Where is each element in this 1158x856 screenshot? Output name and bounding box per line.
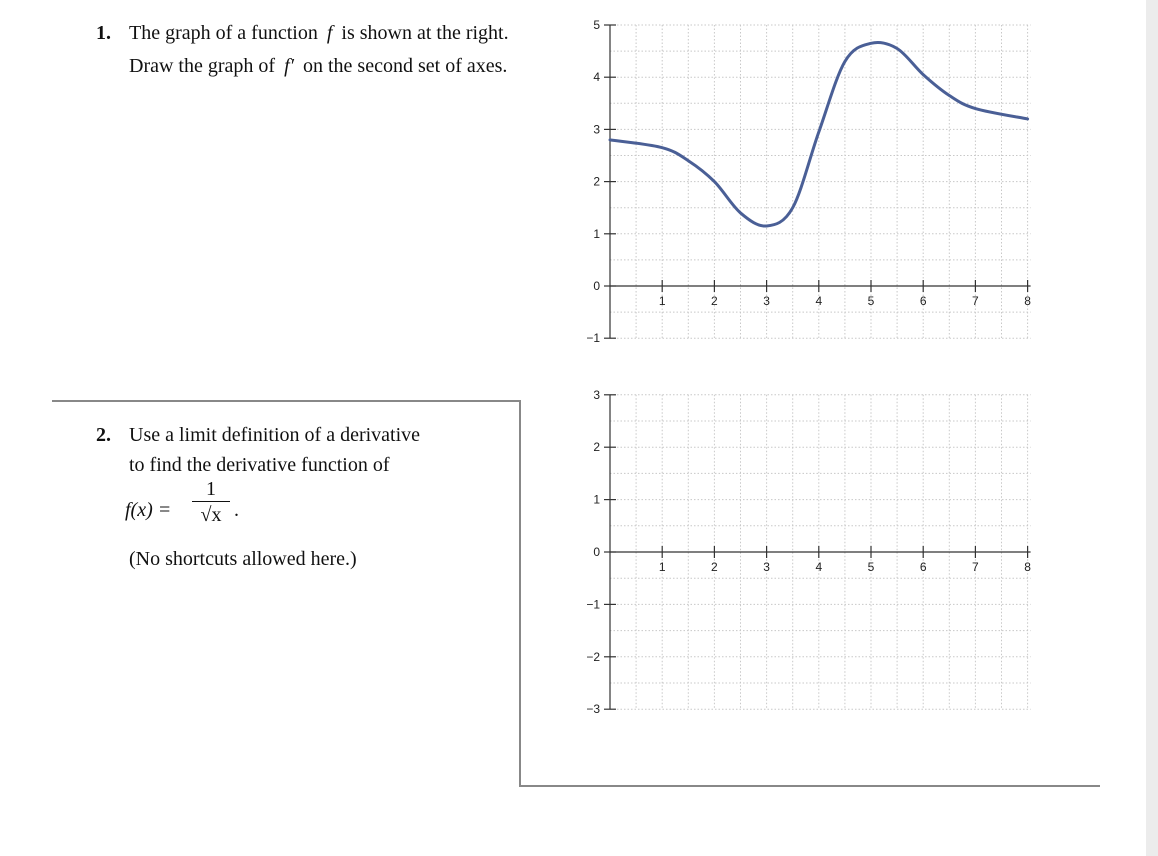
graph-f [560, 10, 1050, 355]
y-tick-label: 5 [593, 18, 600, 32]
x-tick-label: 6 [919, 294, 927, 308]
problem-2-line-2: to find the derivative function of [129, 454, 390, 476]
formula-period: . [234, 499, 239, 521]
x-tick-label: 5 [867, 560, 875, 574]
x-tick-label: 6 [919, 560, 927, 574]
y-tick-label: 2 [593, 440, 600, 455]
formula-denominator: √x [200, 504, 222, 526]
divider-vertical [519, 400, 521, 787]
page-edge [1146, 0, 1158, 856]
y-tick-label: −1 [586, 331, 600, 346]
problem-1-number: 1. [96, 22, 111, 44]
graph-fprime [560, 383, 1050, 723]
x-tick-label: 1 [658, 294, 666, 308]
x-tick-label: 8 [1024, 560, 1031, 574]
x-tick-label: 2 [711, 294, 718, 308]
divider-bottom [519, 785, 1100, 787]
graph-f-grid [610, 25, 1031, 338]
divider-top [52, 400, 521, 402]
problem-1-line-2: Draw the graph of f′ on the second set of axes. [129, 55, 508, 77]
x-tick-label: 7 [972, 294, 979, 308]
formula-numerator: 1 [206, 478, 216, 500]
y-tick-label: 3 [593, 387, 600, 402]
x-tick-label: 7 [972, 560, 979, 574]
formula-fraction [192, 477, 230, 528]
y-tick-label: 3 [593, 122, 600, 137]
y-tick-label: 1 [593, 492, 600, 507]
x-tick-label: 3 [763, 294, 770, 308]
x-tick-label: 4 [815, 560, 823, 574]
problem-2 [96, 419, 496, 579]
problem-1-line-1: The graph of a function f is shown at the right. [129, 22, 509, 44]
y-tick-label: −1 [586, 597, 600, 612]
x-tick-label: 2 [711, 560, 718, 574]
problem-2-note: (No shortcuts allowed here.) [129, 548, 357, 570]
formula-lhs: f(x) = [125, 499, 172, 521]
problem-2-number: 2. [96, 424, 111, 446]
x-tick-label: 4 [815, 294, 823, 308]
y-tick-label: 1 [593, 226, 600, 241]
x-tick-label: 1 [658, 560, 666, 574]
y-tick-label: 2 [593, 174, 600, 189]
graph-f-curve [610, 42, 1028, 226]
x-tick-label: 8 [1024, 294, 1031, 308]
y-tick-label: 0 [593, 279, 600, 293]
y-tick-label: −3 [586, 702, 600, 717]
y-tick-label: −2 [586, 649, 600, 664]
graph-fprime-axes [604, 395, 1031, 709]
x-tick-label: 3 [763, 560, 770, 574]
x-tick-label: 5 [867, 294, 875, 308]
y-tick-label: 0 [593, 545, 600, 559]
problem-1 [96, 17, 556, 87]
problem-2-line-1: Use a limit definition of a derivative [129, 424, 421, 446]
y-tick-label: 4 [593, 70, 600, 85]
